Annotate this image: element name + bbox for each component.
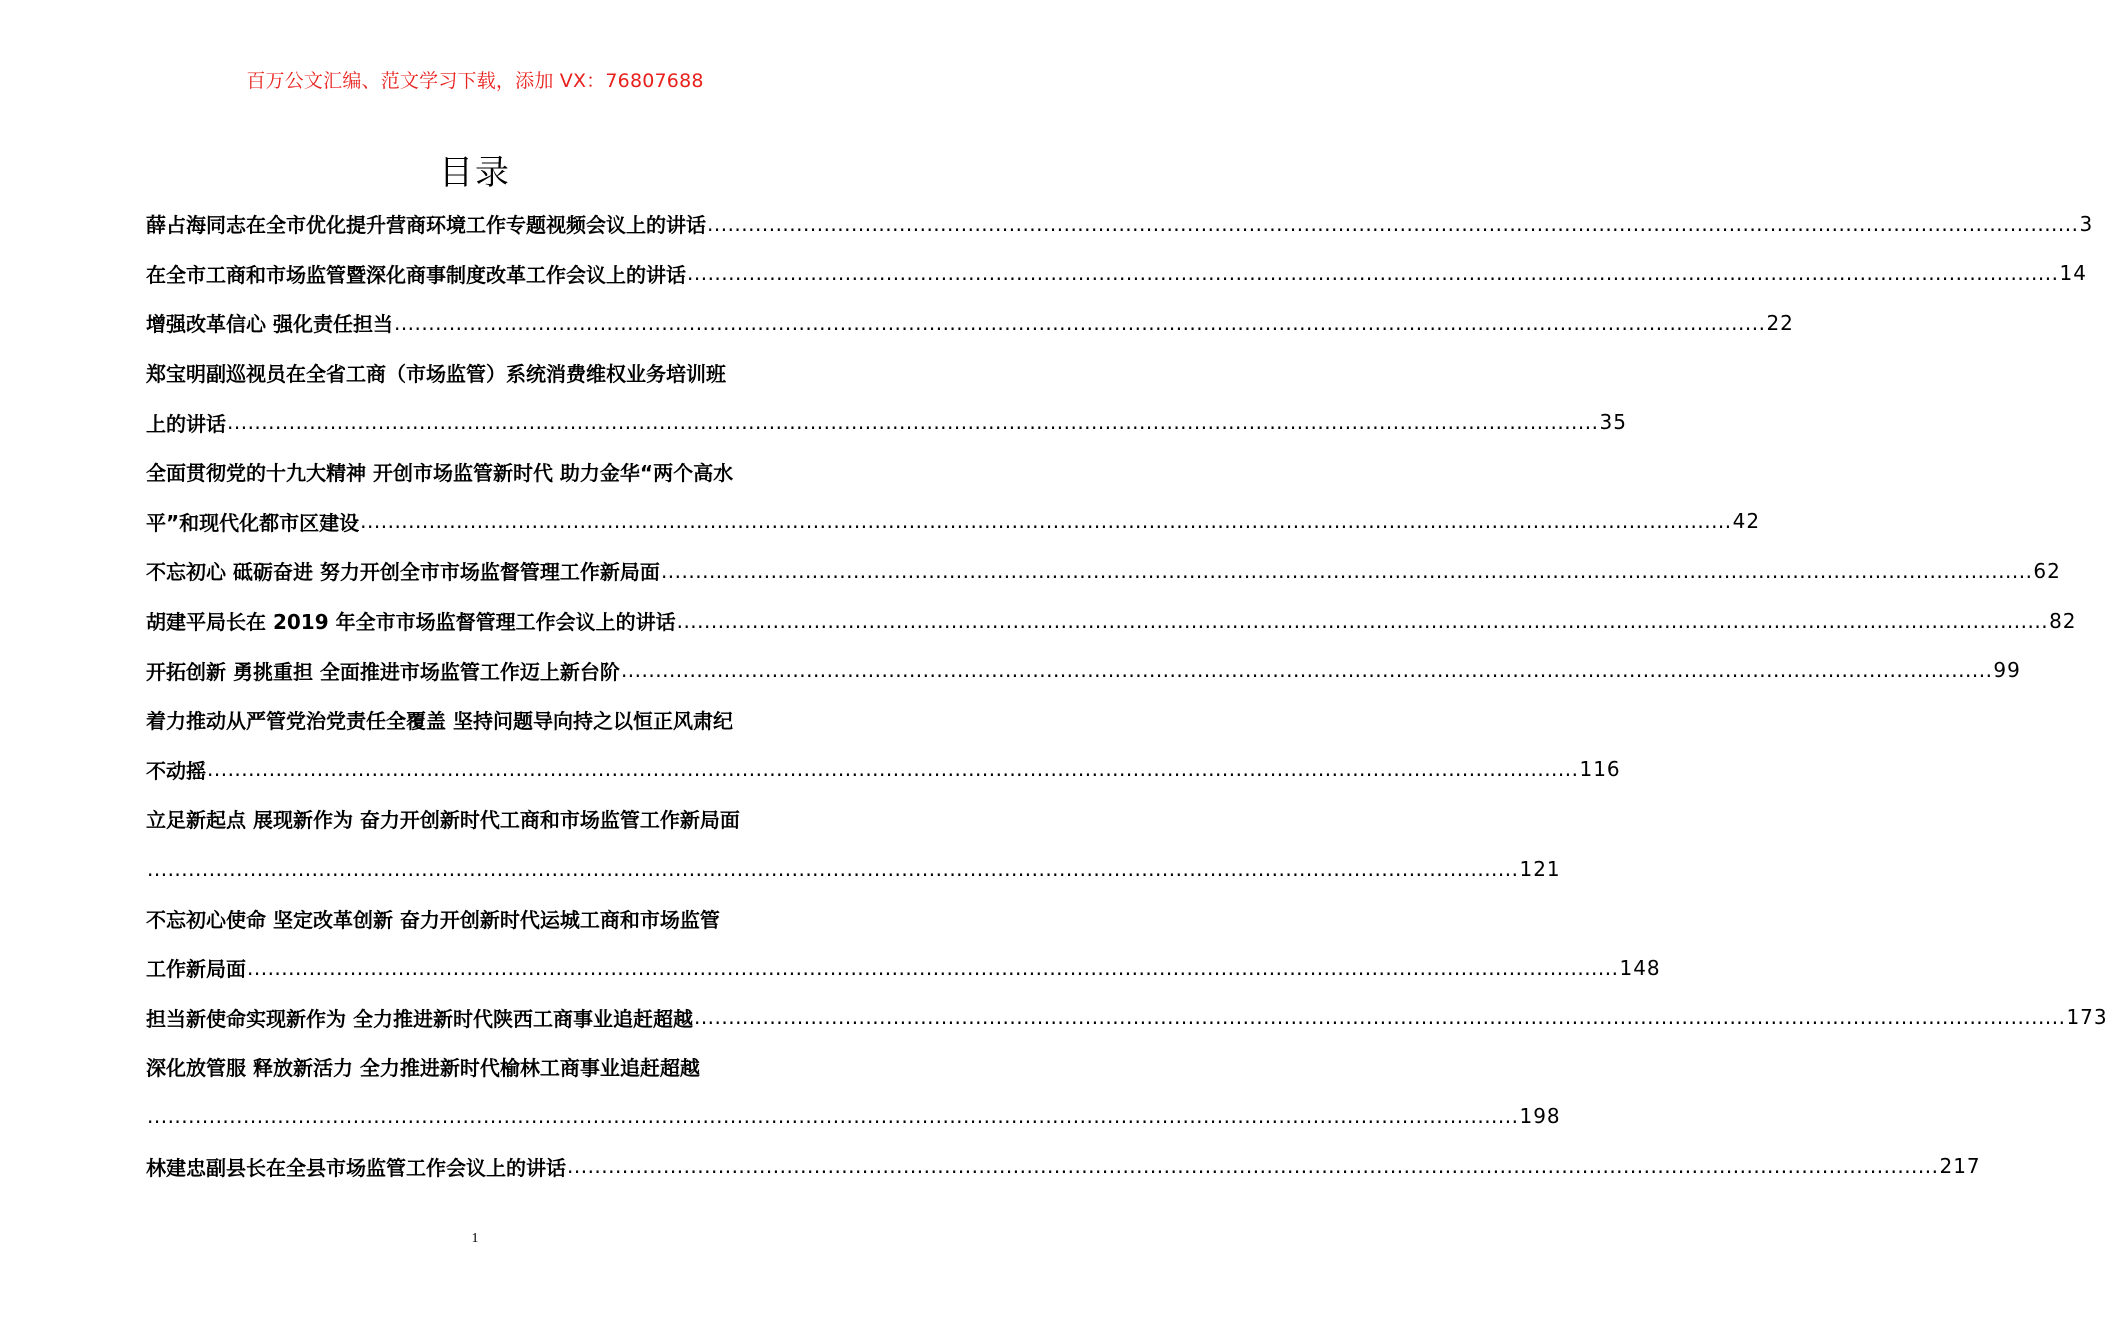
toc-entry-page: 42 — [1732, 509, 1761, 534]
dot-leader: ........................................................................................................................................................................................................ — [620, 658, 1993, 683]
dot-leader: ........................................................................................................................................................................................................ — [360, 509, 1732, 534]
dot-leader: ........................................................................................................................................................................................................ — [147, 856, 1519, 881]
toc-entry-line[interactable] — [146, 348, 806, 398]
dot-leader: ........................................................................................................................................................................................................ — [693, 1005, 2066, 1030]
toc-entry-line[interactable] — [146, 596, 2077, 646]
toc-entry-line[interactable] — [146, 993, 2108, 1043]
toc-entry-title: 不忘初心使命 坚定改革创新 奋力开创新时代运城工商和市场监管 — [146, 907, 720, 932]
toc-entry-line[interactable] — [146, 397, 1627, 447]
toc-entry-page: 148 — [1619, 955, 1661, 980]
page-title: 目录 — [439, 153, 511, 193]
toc-entry-page: 35 — [1599, 410, 1627, 435]
toc-entry-title: 开拓创新 勇挑重担 全面推进市场监管工作迈上新台阶 — [146, 659, 620, 684]
dot-leader: ........................................................................................................................................................................................................ — [707, 211, 2079, 236]
toc-entry-page: 217 — [1939, 1154, 1981, 1179]
toc-entry-line[interactable] — [146, 1141, 1981, 1191]
toc-entry-line[interactable] — [146, 249, 2087, 299]
dot-leader: ........................................................................................................................................................................................................ — [147, 1104, 1519, 1129]
toc-entry-title: 增强改革信心 强化责任担当 — [146, 312, 393, 337]
toc-entry-line[interactable] — [146, 298, 1794, 348]
toc-entry-title: 郑宝明副巡视员在全省工商（市场监管）系统消费维权业务培训班 — [146, 362, 726, 387]
toc-entry-title: 上的讲话 — [146, 411, 226, 436]
toc-entry-page: 22 — [1766, 310, 1794, 335]
header-banner: 百万公文汇编、范文学习下载，添加 VX：76807688 — [246, 70, 704, 92]
toc-entry-title: 工作新局面 — [146, 957, 246, 982]
toc-entry-page: 198 — [1519, 1104, 1561, 1129]
toc-entry-title: 不动摇 — [146, 758, 206, 783]
toc-entry-title: 立足新起点 展现新作为 奋力开创新时代工商和市场监管工作新局面 — [146, 808, 740, 833]
toc-entry-title: 平”和现代化都市区建设 — [146, 510, 360, 535]
toc-entry-title: 林建忠副县长在全县市场监管工作会议上的讲话 — [146, 1155, 566, 1180]
toc-entry-title: 担当新使命实现新作为 全力推进新时代陕西工商事业追赶超越 — [146, 1006, 693, 1031]
dot-leader: ........................................................................................................................................................................................................ — [247, 955, 1619, 980]
toc-entry-title: 不忘初心 砥砺奋进 努力开创全市市场监督管理工作新局面 — [146, 560, 660, 585]
toc-entry-page: 82 — [2049, 608, 2077, 633]
toc-entry-page: 173 — [2066, 1005, 2108, 1030]
toc-entry-line[interactable] — [146, 794, 806, 844]
dot-leader: ........................................................................................................................................................................................................ — [660, 558, 2033, 583]
toc-entry-page: 121 — [1519, 856, 1561, 881]
dot-leader: ........................................................................................................................................................................................................ — [227, 410, 1599, 435]
toc-entry-page: 99 — [1993, 658, 2021, 683]
toc-entry-line[interactable] — [146, 546, 2061, 596]
toc-entry-title: 着力推动从严管党治党责任全覆盖 坚持问题导向持之以恒正风肃纪 — [146, 709, 733, 734]
toc-entry-line[interactable] — [146, 645, 2021, 695]
toc-entry-line[interactable] — [146, 745, 1621, 795]
toc-entry-line[interactable] — [146, 1092, 1561, 1142]
page-number: 1 — [471, 1231, 479, 1246]
toc-entry-title: 全面贯彻党的十九大精神 开创市场监管新时代 助力金华“两个高水 — [146, 461, 734, 486]
toc-entry-line[interactable] — [146, 695, 806, 745]
dot-leader: ........................................................................................................................................................................................................ — [676, 608, 2049, 633]
toc-entry-page: 62 — [2033, 558, 2061, 583]
toc-entry-title: 胡建平局长在 2019 年全市市场监督管理工作会议上的讲话 — [146, 610, 676, 635]
toc-entry-line[interactable] — [146, 1042, 806, 1092]
toc-entry-line[interactable] — [146, 893, 806, 943]
dot-leader: ........................................................................................................................................................................................................ — [687, 261, 2059, 286]
dot-leader: ........................................................................................................................................................................................................ — [393, 310, 1766, 335]
toc-entry-title: 在全市工商和市场监管暨深化商事制度改革工作会议上的讲话 — [146, 262, 686, 287]
toc-entry-line[interactable] — [146, 199, 2094, 249]
table-of-contents — [146, 199, 2108, 1191]
toc-entry-title: 深化放管服 释放新活力 全力推进新时代榆林工商事业追赶超越 — [146, 1056, 700, 1081]
toc-entry-line[interactable] — [146, 497, 1761, 547]
toc-entry-page: 14 — [2059, 261, 2087, 286]
toc-entry-line[interactable] — [146, 844, 1561, 894]
dot-leader: ........................................................................................................................................................................................................ — [207, 757, 1579, 782]
toc-entry-page: 116 — [1579, 757, 1621, 782]
toc-entry-line[interactable] — [146, 447, 806, 497]
toc-entry-page: 3 — [2079, 211, 2094, 236]
toc-entry-title: 薛占海同志在全市优化提升营商环境工作专题视频会议上的讲话 — [146, 213, 706, 238]
toc-entry-line[interactable] — [146, 943, 1661, 993]
dot-leader: ........................................................................................................................................................................................................ — [567, 1154, 1939, 1179]
